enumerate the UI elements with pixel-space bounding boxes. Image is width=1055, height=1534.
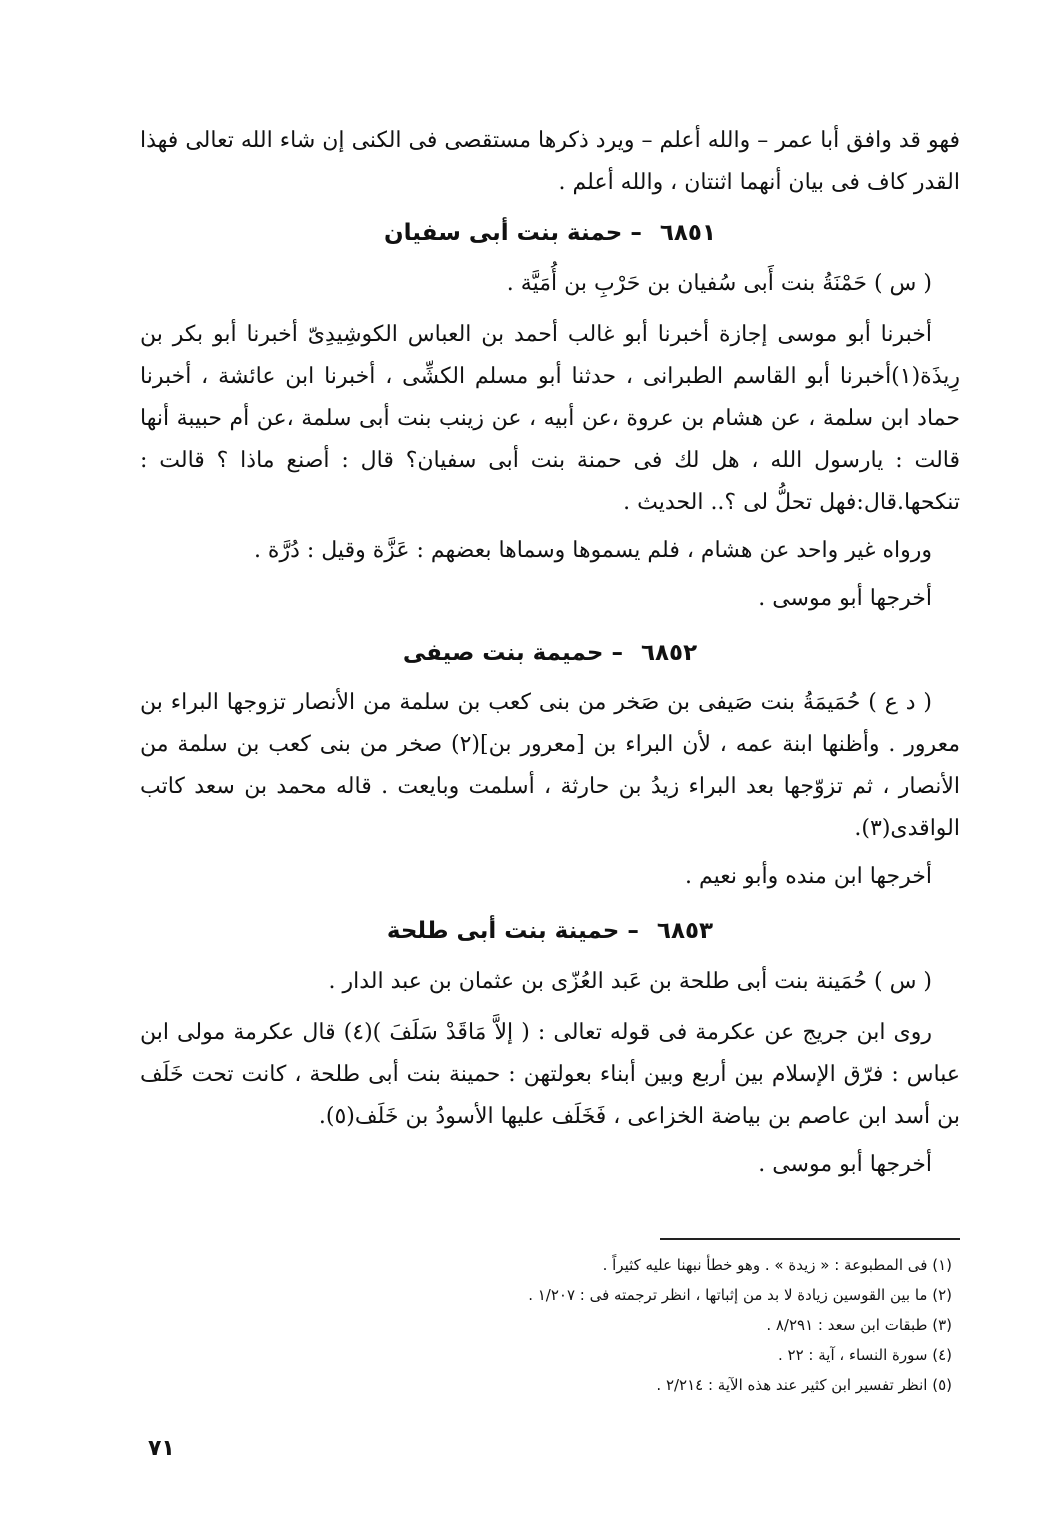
entry-intro: ( س ) حَمْنَةُ بنت أَبى سُفيان بن حَرْبِ بن أُمَيَّة . <box>506 271 932 296</box>
footnote: (٣) طبقات ابن سعد : ٨/٢٩١ . <box>766 1316 952 1334</box>
entry-heading-6852 <box>140 630 960 676</box>
page-number: ٧١ <box>148 1436 175 1461</box>
entry-paragraph: روى ابن جريج عن عكرمة فى قوله تعالى : ( إلاَّ مَاقَدْ سَلَفَ )(٤) قال عكرمة مولى ابن عباس : فرّق الإسلام بين أربع وبين أبناء بعولتهن : حمينة بنت أبى طلحة ، كانت تحت خَلَف بن أسد ابن عاصم بن بياضة الخزاعى ، فَخَلَف عليها الأسودُ بن خَلَف(٥). <box>140 1020 960 1129</box>
footnote-separator <box>660 1238 960 1240</box>
entry-title: – حميمة بنت صيفى <box>402 640 623 666</box>
entry-heading-6853 <box>140 908 960 954</box>
entry-heading-6851 <box>140 210 960 256</box>
page-body <box>140 120 960 1394</box>
entry-number: ٦٨٥١ <box>659 220 717 246</box>
entry-paragraph: أخرجها أبو موسى . <box>758 1152 932 1177</box>
footnotes <box>140 1250 960 1400</box>
footnote: (١) فى المطبوعة : « زيدة » . وهو خطأ نبهنا عليه كثيراً . <box>602 1256 952 1274</box>
entry-paragraph: أخرجها أبو موسى . <box>758 586 932 611</box>
entry-title: – حمينة بنت أبى طلحة <box>386 918 639 944</box>
entry-number: ٦٨٥٣ <box>656 918 714 944</box>
entry-title: – حمنة بنت أبى سفيان <box>383 220 642 246</box>
entry-intro: ( س ) حُمَينة بنت أبى طلحة بن عَبد العُزّى بن عثمان بن عبد الدار . <box>328 969 932 994</box>
entry-paragraph: أخبرنا أبو موسى إجازة أخبرنا أبو غالب أحمد بن العباس الكوشِيدِىّ أخبرنا أبو بكر بن رِيذَة(١)أخبرنا أبو القاسم الطبرانى ، حدثنا أبو مسلم الكشِّى ، أخبرنا ابن عائشة ، أخبرنا حماد ابن سلمة ، عن هشام بن عروة ،عن أبيه ، عن زينب بنت أبى سلمة ،عن أم حبيبة أنها قالت : يارسول الله ، هل لك فى حمنة بنت أبى سفيان؟ قال : أصنع ماذا ؟ قالت : تنكحها.قال:فهل تحلُّ لى ؟.. الحديث . <box>140 322 960 515</box>
entry-paragraph: أخرجها ابن منده وأبو نعيم . <box>685 864 932 889</box>
footnote: (٢) ما بين القوسين زيادة لا بد من إثباتها ، انظر ترجمته فى : ١/٢٠٧ . <box>528 1286 952 1304</box>
footnote: (٤) سورة النساء ، آية : ٢٢ . <box>777 1346 952 1364</box>
entry-number: ٦٨٥٢ <box>640 640 698 666</box>
footnote: (٥) انظر تفسير ابن كثير عند هذه الآية : ٢/٢١٤ . <box>656 1376 952 1394</box>
opening-paragraph: فهو قد وافق أبا عمر – والله أعلم – ويرد ذكرها مستقصى فى الكنى إن شاء الله تعالى فهذا القدر كاف فى بيان أنهما اثنتان ، والله أعلم . <box>140 128 960 195</box>
entry-paragraph: ورواه غير واحد عن هشام ، فلم يسموها وسماها بعضهم : عَزَّة وقيل : دُرَّة . <box>253 538 932 563</box>
entry-intro: ( د ع ) حُمَيمَةُ بنت صَيفى بن صَخر من بنى كعب بن سلمة من الأنصار تزوجها البراء بن معرور . وأظنها ابنة عمه ، لأن البراء بن [معرور بن](٢) صخر من بنى كعب بن سلمة من الأنصار ، ثم تزوّجها بعد البراء زيدُ بن حارثة ، أسلمت وبايعت . قاله محمد بن سعد كاتب الواقدى(٣). <box>140 690 960 841</box>
